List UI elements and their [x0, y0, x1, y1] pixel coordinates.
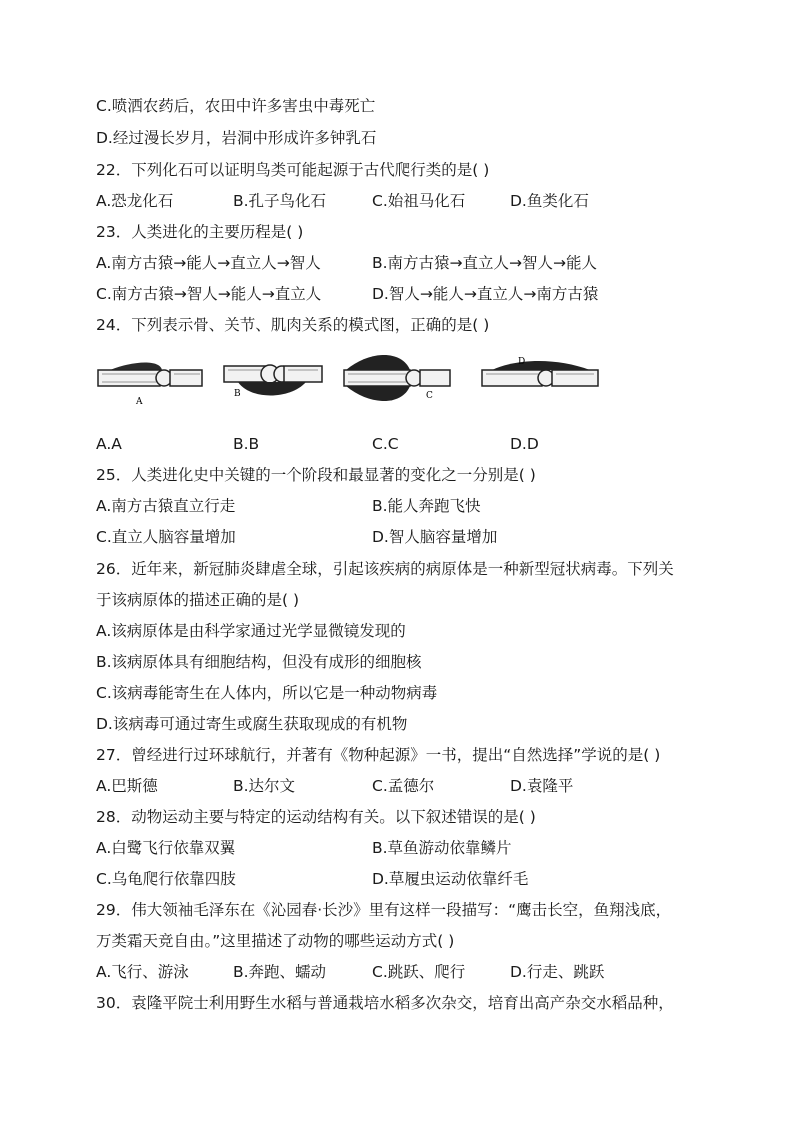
q27-option-b: B.达尔文 [233, 777, 296, 795]
q21-option-d: D.经过漫长岁月，岩洞中形成许多钟乳石 [96, 129, 377, 147]
q28-option-c: C.乌龟爬行依靠四肢 [96, 870, 236, 888]
question-24: 24．下列表示骨、关节、肌肉关系的模式图，正确的是( ) [96, 316, 490, 334]
q23-option-b: B.南方古猿→直立人→智人→能人 [372, 254, 598, 272]
q29-option-c: C.跳跃、爬行 [372, 963, 466, 981]
q24-option-b: B.B [233, 435, 260, 453]
q26-option-a: A.该病原体是由科学家通过光学显微镜发现的 [96, 622, 406, 640]
figure-c [340, 352, 452, 412]
question-26-line2: 于该病原体的描述正确的是( ) [96, 591, 300, 609]
q26-option-c: C.该病毒能寄生在人体内，所以它是一种动物病毒 [96, 684, 438, 702]
question-26-line1: 26．近年来，新冠肺炎肆虐全球，引起该疾病的病原体是一种新型冠状病毒。下列关 [96, 560, 674, 578]
q24-option-a: A.A [96, 435, 122, 453]
q23-option-c: C.南方古猿→智人→能人→直立人 [96, 285, 322, 303]
q29-option-d: D.行走、跳跃 [510, 963, 605, 981]
q29-option-b: B.奔跑、蠕动 [233, 963, 327, 981]
q25-option-c: C.直立人脑容量增加 [96, 528, 236, 546]
q26-option-b: B.该病原体具有细胞结构，但没有成形的细胞核 [96, 653, 422, 671]
q22-option-b: B.孔子鸟化石 [233, 192, 327, 210]
q28-option-a: A.白鹭飞行依靠双翼 [96, 839, 236, 857]
q25-option-d: D.智人脑容量增加 [372, 528, 498, 546]
question-30: 30．袁隆平院士利用野生水稻与普通栽培水稻多次杂交，培育出高产杂交水稻品种， [96, 994, 674, 1012]
q24-option-c: C.C [372, 435, 399, 453]
figure-c-label: C [426, 391, 433, 401]
question-29-line1: 29．伟大领袖毛泽东在《沁园春·长沙》里有这样一段描写：“鹰击长空，鱼翔浅底， [96, 901, 672, 919]
q27-option-c: C.孟德尔 [372, 777, 435, 795]
question-29-line2: 万类霜天竞自由。”这里描述了动物的哪些运动方式( ) [96, 932, 455, 950]
q25-option-a: A.南方古猿直立行走 [96, 497, 236, 515]
figure-d [478, 352, 602, 412]
q25-option-b: B.能人奔跑飞快 [372, 497, 481, 515]
q22-option-c: C.始祖马化石 [372, 192, 466, 210]
q24-option-d: D.D [510, 435, 539, 453]
question-25: 25．人类进化史中关键的一个阶段和最显著的变化之一分别是( ) [96, 466, 536, 484]
figure-d-label: D [518, 357, 526, 367]
q27-option-a: A.巴斯德 [96, 777, 158, 795]
q22-option-d: D.鱼类化石 [510, 192, 589, 210]
question-22: 22．下列化石可以证明鸟类可能起源于古代爬行类的是( ) [96, 161, 490, 179]
q23-option-a: A.南方古猿→能人→直立人→智人 [96, 254, 321, 272]
q28-option-b: B.草鱼游动依靠鳞片 [372, 839, 512, 857]
q29-option-a: A.飞行、游泳 [96, 963, 189, 981]
question-23: 23．人类进化的主要历程是( ) [96, 223, 304, 241]
bone-joint-muscle-figure [92, 352, 612, 412]
q26-option-d: D.该病毒可通过寄生或腐生获取现成的有机物 [96, 715, 408, 733]
figure-a [96, 352, 204, 412]
q21-option-c: C.喷洒农药后，农田中许多害虫中毒死亡 [96, 97, 376, 115]
q27-option-d: D.袁隆平 [510, 777, 574, 795]
figure-a-label: A [136, 397, 143, 407]
figure-b-label: B [234, 389, 241, 399]
figure-b [220, 352, 328, 412]
question-28: 28．动物运动主要与特定的运动结构有关。以下叙述错误的是( ) [96, 808, 536, 826]
q23-option-d: D.智人→能人→直立人→南方古猿 [372, 285, 599, 303]
q22-option-a: A.恐龙化石 [96, 192, 174, 210]
q28-option-d: D.草履虫运动依靠纤毛 [372, 870, 529, 888]
question-27: 27．曾经进行过环球航行，并著有《物种起源》一书，提出“自然选择”学说的是( ) [96, 746, 661, 764]
